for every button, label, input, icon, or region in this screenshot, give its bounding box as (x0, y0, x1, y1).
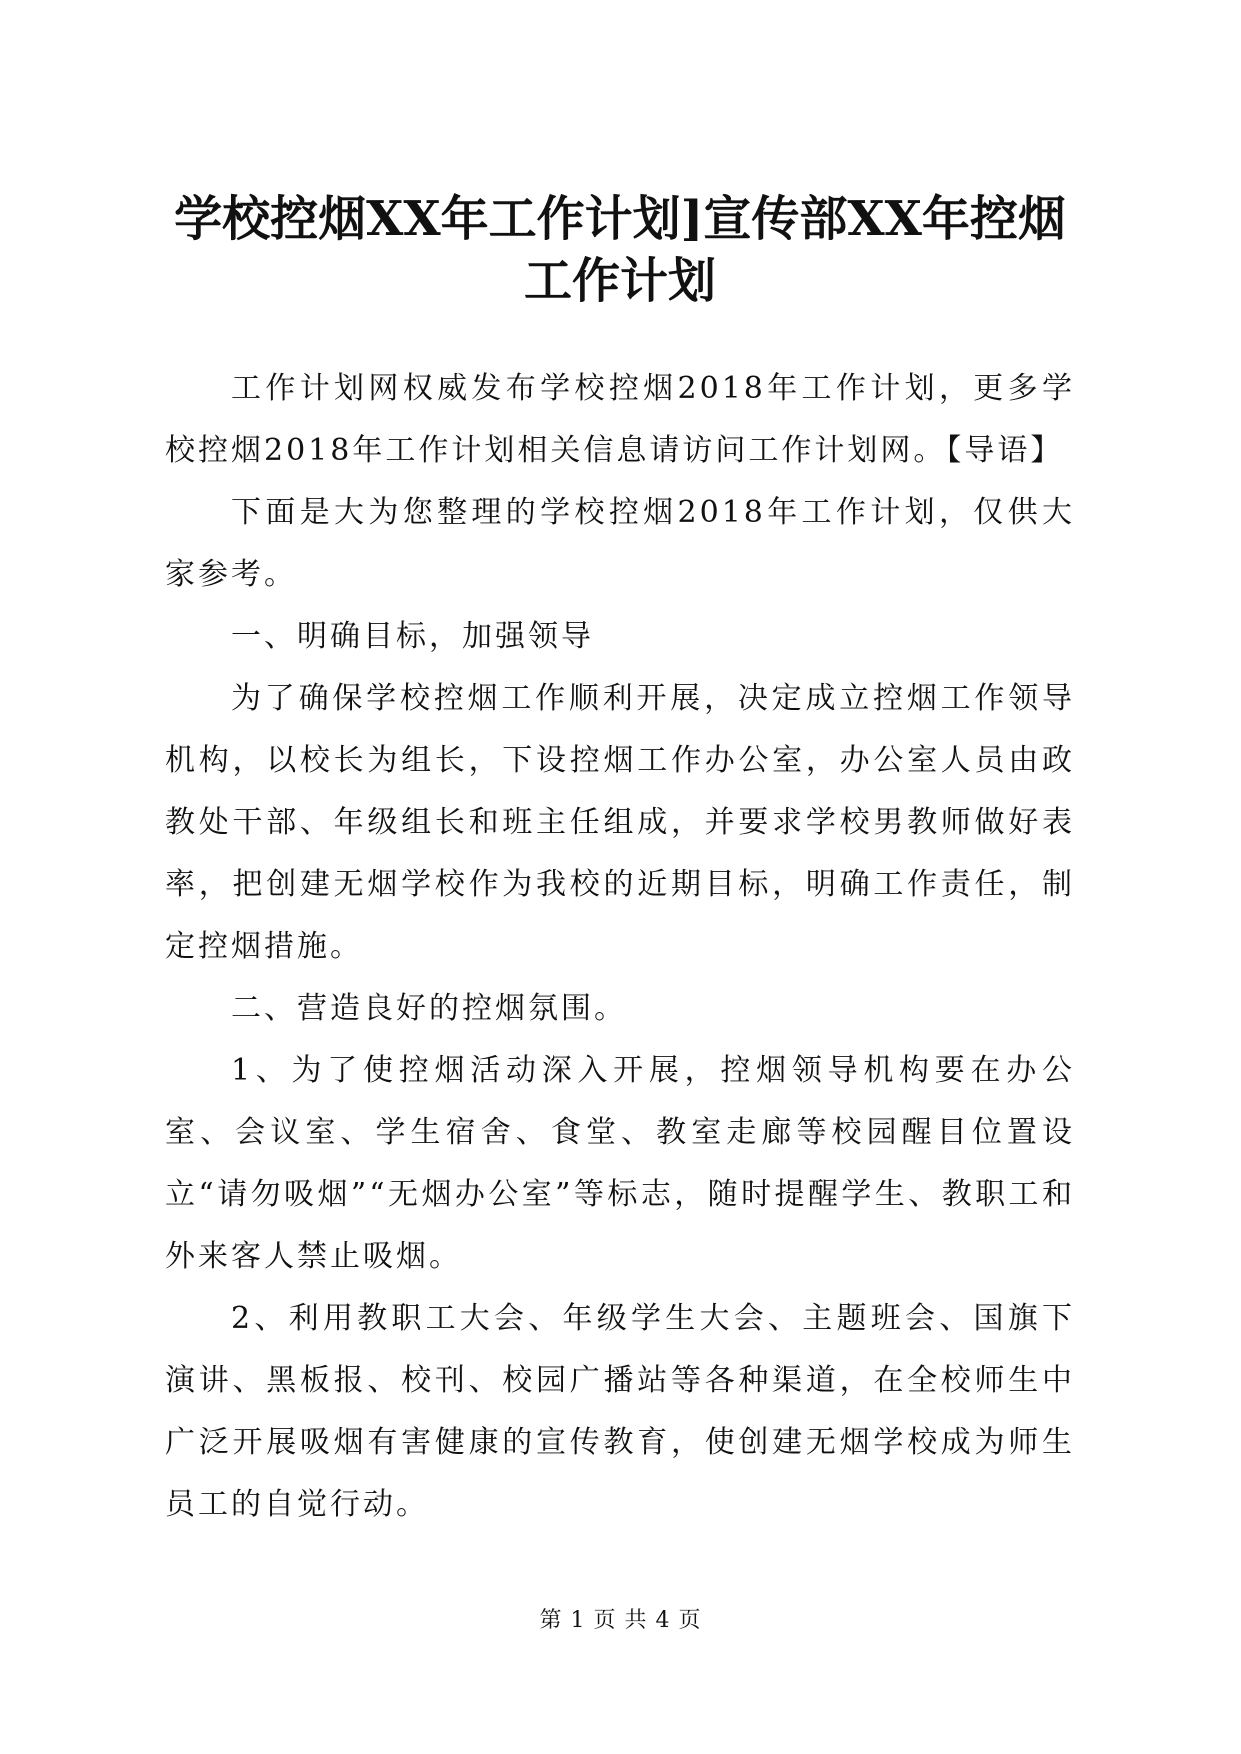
page-number-footer: 第 1 页 共 4 页 (539, 1608, 702, 1633)
paragraph-item-1: 1、为了使控烟活动深入开展，控烟领导机构要在办公室、会议室、学生宿舍、食堂、教室走廊等校园醒目位置设立“请勿吸烟”“无烟办公室”等标志，随时提醒学生、教职工和外来客人禁止吸烟。 (165, 1053, 1075, 1274)
paragraph-intro: 工作计划网权威发布学校控烟2018年工作计划，更多学校控烟2018年工作计划相关信息请访问工作计划网。【导语】 (165, 371, 1075, 468)
section-heading-1: 一、明确目标，加强领导 (231, 619, 594, 654)
paragraph-lead: 下面是大为您整理的学校控烟2018年工作计划，仅供大家参考。 (165, 495, 1075, 592)
paragraph-item-2: 2、利用教职工大会、年级学生大会、主题班会、国旗下演讲、黑板报、校刊、校园广播站等各种渠道，在全校师生中广泛开展吸烟有害健康的宣传教育，使创建无烟学校成为师生员工的自觉行动。 (165, 1301, 1075, 1522)
document-title: 学校控烟XX年工作计划]宣传部XX年控烟工作计划 (174, 191, 1066, 309)
document-body (165, 358, 1075, 1536)
section-heading-2: 二、营造良好的控烟氛围。 (231, 991, 627, 1026)
paragraph-section-1: 为了确保学校控烟工作顺利开展，决定成立控烟工作领导机构，以校长为组长，下设控烟工作办公室，办公室人员由政教处干部、年级组长和班主任组成，并要求学校男教师做好表率，把创建无烟学校作为我校的近期目标，明确工作责任，制定控烟措施。 (165, 681, 1075, 964)
